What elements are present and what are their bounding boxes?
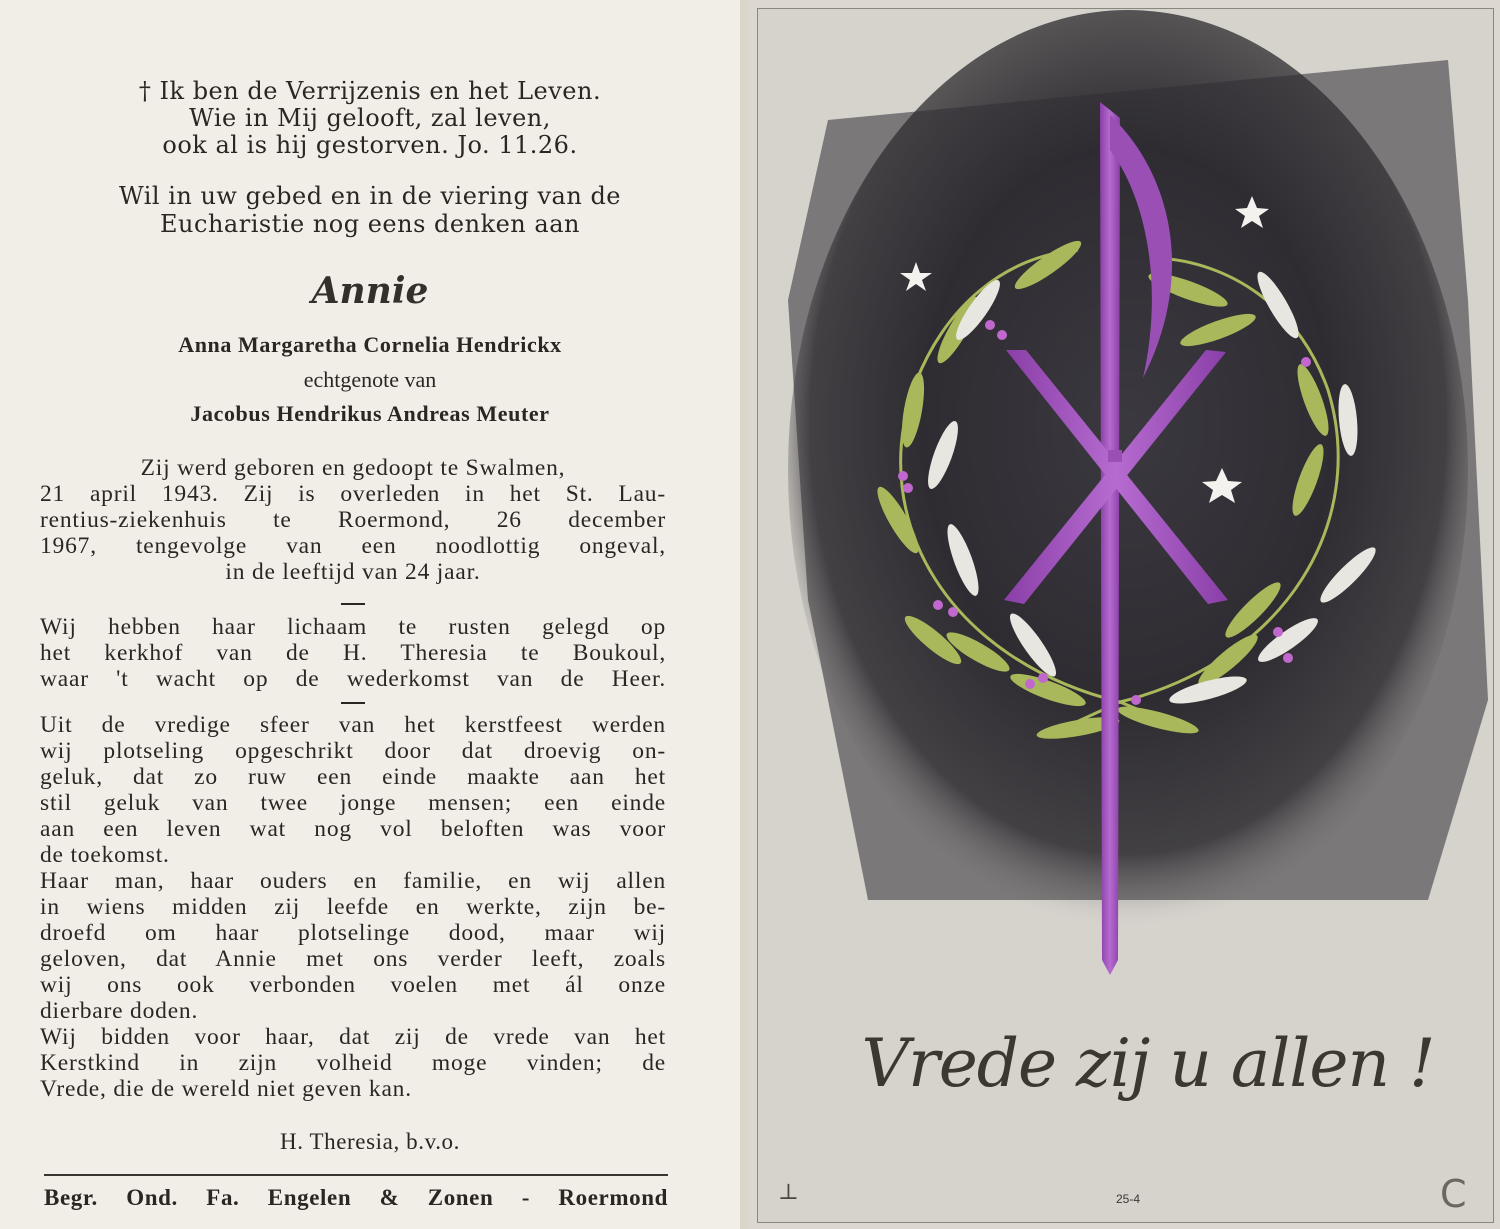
paragraph-line: wij ons ook verbonden voelen met ál onze <box>40 972 666 998</box>
paragraph-line: Haar man, haar ouders en familie, en wij allen <box>40 868 666 894</box>
paragraph-line: in wiens midden zij leefde en werkte, zijn be- <box>40 894 666 920</box>
paragraph-line: 1967, tengevolge van een noodlottig ongeval, <box>40 533 666 559</box>
prayer-request <box>40 182 700 238</box>
paragraph-line: Wij bidden voor haar, dat zij de vrede van het <box>40 1024 666 1050</box>
paragraph-line: de toekomst. <box>40 842 170 868</box>
verse-line: ook al is hij gestorven. Jo. 11.26. <box>162 131 578 159</box>
verse-line: Wie in Mij gelooft, zal leven, <box>189 104 551 132</box>
paragraph-line: droefd om haar plotselinge dood, maar wij <box>40 920 666 946</box>
paragraph-line: Zij werd geboren en gedoopt te Swalmen, <box>140 455 566 481</box>
scripture-verse <box>40 78 700 159</box>
burial-paragraph <box>40 614 666 692</box>
paragraph-line: dierbare doden. <box>40 998 199 1024</box>
spouse-name: Jacobus Hendrikus Andreas Meuter <box>190 401 550 426</box>
paragraph-line: rentius-ziekenhuis te Roermond, 26 december <box>40 507 666 533</box>
paragraph-line: Kerstkind in zijn volheid moge vinden; de <box>40 1050 666 1076</box>
printer-monogram-icon: ⊥ <box>778 1180 799 1205</box>
paragraph-line: geloven, dat Annie met ons verder leeft, zoals <box>40 946 666 972</box>
paragraph-line: Wij hebben haar lichaam te rusten gelegd op <box>40 614 666 640</box>
verse-line: † Ik ben de Verrijzenis en het Leven. <box>138 77 602 105</box>
spouse-label: echtgenote van <box>303 367 437 392</box>
paragraph-line: wij plotseling opgeschrikt door dat droevig on- <box>40 738 666 764</box>
dark-cloud-background <box>788 10 1488 930</box>
deceased-full-name: Anna Margaretha Cornelia Hendrickx <box>178 332 562 357</box>
publisher-c-mark-icon: 𝖢 <box>1440 1172 1467 1216</box>
birth-death-paragraph <box>40 455 666 585</box>
memorial-card-image-page <box>748 0 1500 1229</box>
paragraph-line: Uit de vredige sfeer van het kerstfeest werden <box>40 712 666 738</box>
motto-vrede-zij-u-allen: Vrede zij u allen ! <box>861 1025 1435 1102</box>
paragraph-line: waar 't wacht op de wederkomst van de Heer. <box>40 666 666 692</box>
request-line: Wil in uw gebed en in de viering van de <box>118 182 622 210</box>
request-line: Eucharistie nog eens denken aan <box>160 210 580 238</box>
deceased-first-name: Annie <box>311 270 429 312</box>
funeral-home-footer: Begr. Ond. Fa. Engelen & Zonen - Roermond <box>44 1185 668 1210</box>
separator-dash <box>341 702 365 704</box>
separator-dash <box>341 603 365 605</box>
paragraph-line: het kerkhof van de H. Theresia te Boukoul, <box>40 640 666 666</box>
paragraph-line: Vrede, die de wereld niet geven kan. <box>40 1076 412 1102</box>
memorial-paragraph <box>40 712 666 1102</box>
paragraph-line: in de leeftijd van 24 jaar. <box>225 559 481 585</box>
memorial-card-text-page <box>0 0 740 1229</box>
paragraph-line: aan een leven wat nog vol beloften was voor <box>40 816 666 842</box>
paragraph-line: geluk, dat zo ruw een einde maakte aan het <box>40 764 666 790</box>
parish-signature: H. Theresia, b.v.o. <box>279 1129 461 1154</box>
footer-rule <box>44 1174 668 1176</box>
print-code: 25-4 <box>1115 1192 1141 1206</box>
paragraph-line: 21 april 1943. Zij is overleden in het St. Lau- <box>40 481 666 507</box>
paragraph-line: stil geluk van twee jonge mensen; een einde <box>40 790 666 816</box>
